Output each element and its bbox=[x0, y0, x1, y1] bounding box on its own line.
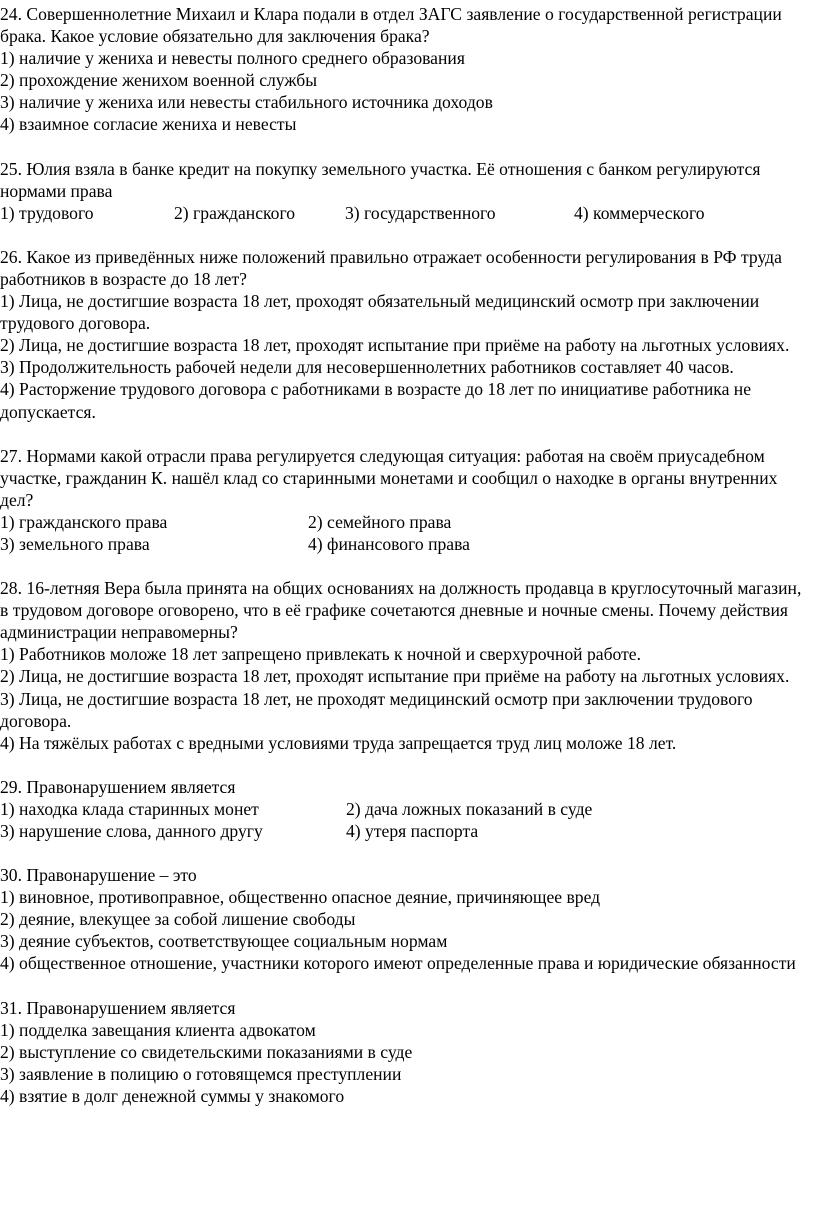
answer-option: 3) деяние субъектов, соответствующее социальным нормам bbox=[0, 931, 448, 952]
answer-option: 2) деяние, влекущее за собой лишение свободы bbox=[0, 909, 356, 930]
answer-option: 1) подделка завещания клиента адвокатом bbox=[0, 1019, 316, 1040]
question-text: 24. Совершеннолетние Михаил и Клара подали в отдел ЗАГС заявление о государственной регистрации брака. Какое условие обязательно для заключения брака? bbox=[0, 4, 782, 47]
answer-option: 4) финансового права bbox=[308, 533, 470, 554]
question-text: 26. Какое из приведённых ниже положений правильно отражает особенности регулирования в РФ труда работников в возрасте до 18 лет? bbox=[0, 246, 782, 289]
answer-option: 2) семейного права bbox=[308, 511, 452, 532]
answer-option: 2) Лица, не достигшие возраста 18 лет, проходят испытание при приёме на работу на льготных условиях. bbox=[0, 335, 790, 356]
answer-option: 3) нарушение слова, данного другу bbox=[0, 821, 263, 841]
question-27 bbox=[0, 445, 814, 555]
answer-option: 3) заявление в полицию о готовящемся преступлении bbox=[0, 1063, 402, 1084]
question-29 bbox=[0, 776, 814, 842]
answer-option: 4) общественное отношение, участники которого имеют определенные права и юридические обязанности bbox=[0, 953, 796, 974]
answer-option: 1) трудового bbox=[0, 202, 94, 223]
answer-option: 3) государственного bbox=[345, 202, 496, 223]
answer-option: 3) Продолжительность рабочей недели для несовершеннолетних работников составляет 40 часов. bbox=[0, 357, 734, 378]
answer-options-row bbox=[0, 511, 814, 533]
answer-option: 1) виновное, противоправное, общественно опасное деяние, причиняющее вред bbox=[0, 887, 601, 908]
answer-option: 2) дача ложных показаний в суде bbox=[346, 798, 593, 819]
question-text: 25. Юлия взяла в банке кредит на покупку земельного участка. Её отношения с банком регулируются нормами права bbox=[0, 158, 761, 201]
answer-option: 2) гражданского bbox=[174, 202, 296, 223]
answer-option: 2) Лица, не достигшие возраста 18 лет, проходят испытание при приёме на работу на льготных условиях. bbox=[0, 666, 790, 687]
answer-option: 4) взаимное согласие жениха и невесты bbox=[0, 114, 297, 135]
answer-option: 4) утеря паспорта bbox=[346, 821, 479, 841]
answer-option: 3) Лица, не достигшие возраста 18 лет, не проходят медицинский осмотр при заключении трудового договора. bbox=[0, 688, 753, 731]
question-text: 29. Правонарушением является bbox=[0, 776, 236, 797]
question-26 bbox=[0, 246, 814, 423]
answer-option: 1) Лица, не достигшие возраста 18 лет, проходят обязательный медицинский осмотр при заключении трудового договора. bbox=[0, 291, 760, 334]
answer-option: 4) коммерческого bbox=[574, 202, 705, 223]
answer-option: 4) На тяжёлых работах с вредными условиями труда запрещается труд лиц моложе 18 лет. bbox=[0, 732, 677, 753]
answer-option: 3) наличие у жениха или невесты стабильного источника доходов bbox=[0, 92, 493, 113]
question-text: 27. Нормами какой отрасли права регулируется следующая ситуация: работая на своём приусадебном участке, гражданин К. нашёл клад со старинными монетами и сообщил о находке в органы внутренних дел? bbox=[0, 445, 778, 510]
answer-option: 3) земельного права bbox=[0, 533, 150, 554]
question-text: 30. Правонарушение – это bbox=[0, 865, 197, 886]
answer-option: 4) взятие в долг денежной суммы у знакомого bbox=[0, 1085, 345, 1106]
answer-options-row bbox=[0, 533, 814, 555]
question-text: 28. 16-летняя Вера была принята на общих основаниях на должность продавца в круглосуточный магазин, в трудовом договоре оговорено, что в её графике сочетаются дневные и ночные смены. Почему действия администрации неправомерны? bbox=[0, 578, 802, 643]
answer-option: 1) гражданского права bbox=[0, 511, 168, 532]
answer-options-row bbox=[0, 820, 814, 842]
question-text: 31. Правонарушением является bbox=[0, 997, 236, 1018]
answer-option: 1) наличие у жениха и невесты полного среднего образования bbox=[0, 48, 465, 69]
answer-options-row bbox=[0, 202, 814, 224]
question-31 bbox=[0, 997, 814, 1107]
answer-option: 4) Расторжение трудового договора с работниками в возрасте до 18 лет по инициативе работника не допускается. bbox=[0, 379, 752, 422]
question-28 bbox=[0, 577, 814, 754]
question-25 bbox=[0, 158, 814, 224]
answer-option: 1) находка клада старинных монет bbox=[0, 798, 259, 819]
answer-option: 1) Работников моложе 18 лет запрещено привлекать к ночной и сверхурочной работе. bbox=[0, 644, 641, 665]
question-24 bbox=[0, 3, 814, 136]
answer-option: 2) прохождение женихом военной службы bbox=[0, 70, 318, 91]
answer-options-row bbox=[0, 798, 814, 820]
question-30 bbox=[0, 864, 814, 974]
answer-option: 2) выступление со свидетельскими показаниями в суде bbox=[0, 1041, 413, 1062]
